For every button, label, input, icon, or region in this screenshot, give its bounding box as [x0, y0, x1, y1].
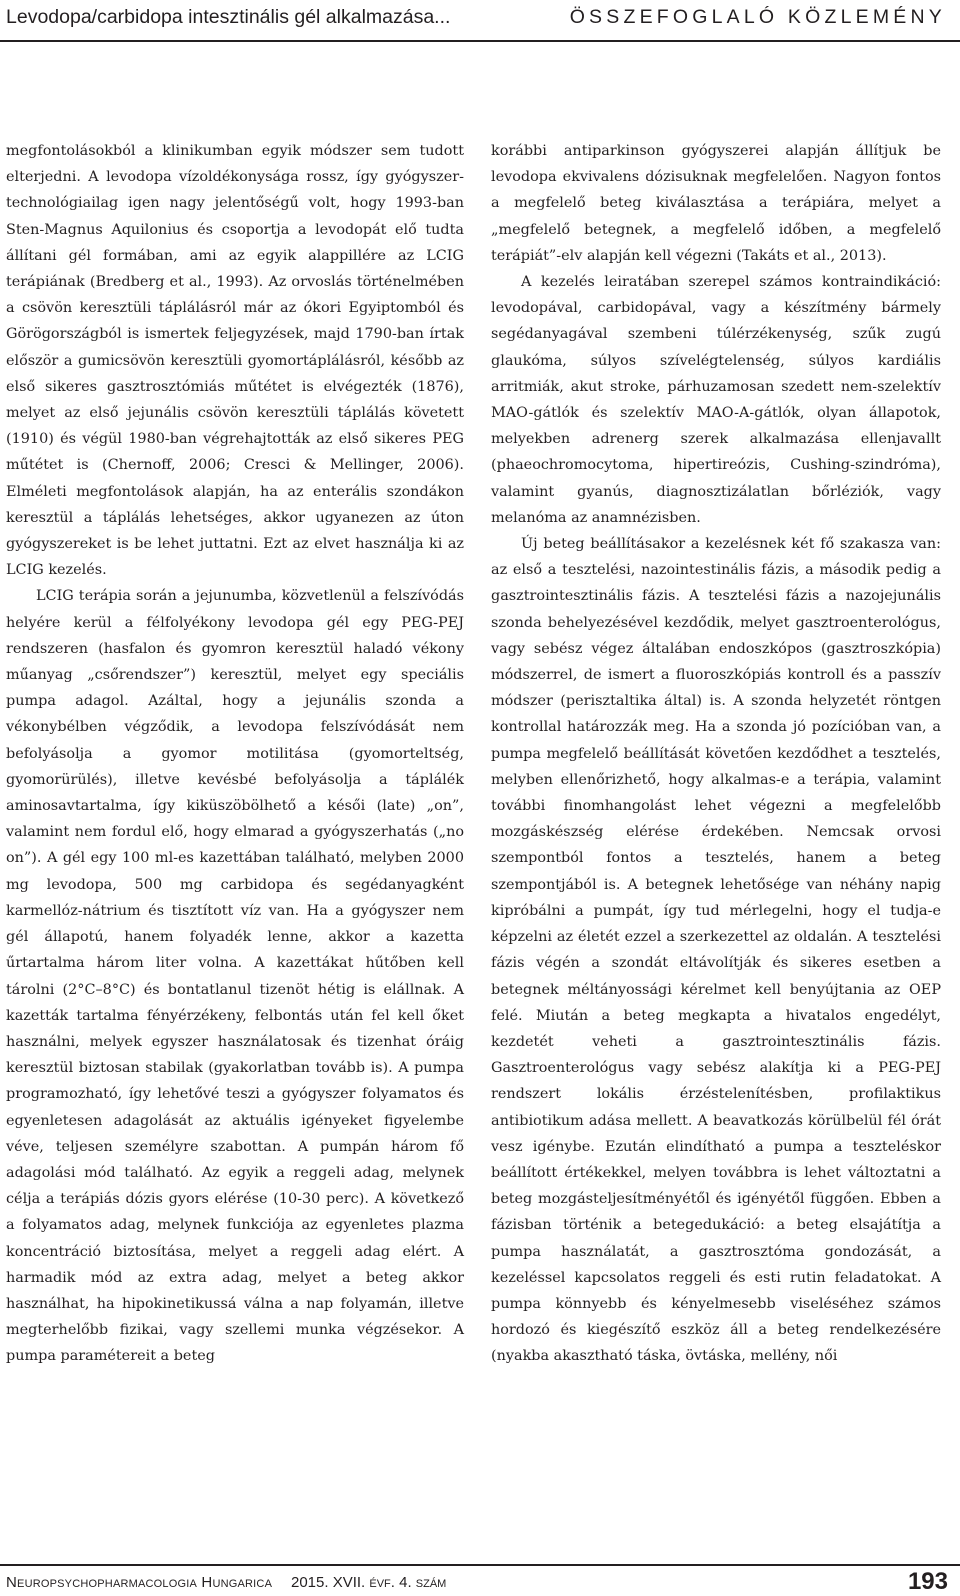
right-paragraph-2: A kezelés leiratában szerepel számos kontraindikáció: levodopával, carbidopával, vagy a készítmény bármely segédanyagával szembeni túlérzékenység, szűk zugú glaukóma, súlyos szívelégtelenség, súlyos kardiális arritmiák, akut stroke, párhuzamosan szedett nem-szelektív MAO-gátlók és szelektív MAO-A-gátlók, olyan állapotok, melyekben adrenerg szerek alkalmazása ellenjavallt (phaeochromocytoma, hipertireózis, Cushing-szindróma), valamint gyanús, diagnosztizálatlan bőrléziók, vagy melanóma az anamnézisben. — [491, 274, 941, 526]
page-number: 193 — [907, 1568, 948, 1595]
page-footer — [0, 1564, 960, 1594]
right-paragraph-3: Új beteg beállításakor a kezelésnek két fő szakasza van: az első a tesztelési, nazointestinális fázis, a második pedig a gasztrointesztinális fázis. A tesztelési fázis a nazojejunális szonda behelyezésével kezdődik, melyet gasztroenterológus, vagy sebész végez általában endoszkópos (gasztroszkópia) módszerrel, de ismert a fluoroszkópiás kontroll és a passzív módszer (perisztaltika által) is. A szonda helyzetét röntgen kontrollal határozzák meg. Ha a szonda jó pozícióban van, a pumpa megfelelő beállítását követően kezdődhet a tesztelés, melyben ellenőrizhető, hogy alkalmas-e a terápia, valamint további finomhangolást lehet végezni a megfelelőbb mozgáskészség elérése érdekében. Nemcsak orvosi szempontból fontos a tesztelés, hanem a beteg szempontjából is. A betegnek lehetősége van néhány napig kipróbálni a pumpát, így tud mérlegelni, hogy el tudja-e képzelni az életét ezzel a szerkezettel az oldalán. A tesztelési fázis végén a szondát eltávolítják és sikeres esetben a betegnek méltányossági kérelmet kell benyújtania az OEP felé. Miután a beteg megkapta a hivatalos engedélyt, kezdetét veheti a gasztrointesztinális fázis. Gasztroenterológus vagy sebész alakítja ki a PEG-PEJ rendszert lokális érzéstelenítésben, profilaktikus antibiotikum adása mellett. A beavatkozás körülbelül fél órát vesz igénybe. Ezután elindítható a pumpa a teszteléskor beállított értékekkel, melyen továbbra is lehet változtatni a beteg mozgásteljesítményétől és igényétől függően. Ebben a fázisban történik a betegedukáció: a beteg elsajátítja a pumpa használatát, a gasztrosztóma gondozását, a kezeléssel kapcsolatos reggeli és esti rutin feladatokat. A pumpa könnyebb és kényelmesebb viseléséhez számos hordozó és kiegészítő eszköz áll a beteg rendelkezésére (nyakba akasztható táska, övtáska, mellény, női — [491, 536, 941, 1365]
right-column — [491, 138, 941, 1370]
left-paragraph-2: LCIG terápia során a jejunumba, közvetlenül a felszívódás helyére kerül a félfolyékony levodopa gél egy PEG-PEJ rendszeren (hasfalon és gyomron keresztül haladó vékony műanyag „csőrendszer”) keresztül, melyet egy speciális pumpa adagol. Azáltal, hogy a jejunális szonda a vékonybélben végződik, a levodopa felszívódását nem befolyásolja a gyomor motilitása (gyomorteltség, gyomorürülés), illetve kevésbé befolyásolja a táplálék aminosavtartalma, így kiküszöbölhető a késői (late) „on”, valamint nem fordul elő, hogy elmarad a gyógyszerhatás („no on”). A gél egy 100 ml-es kazettában található, melyben 2000 mg levodopa, 500 mg carbidopa és segédanyagként karmellóz-nátrium és tisztított víz van. Ha a gyógyszer nem gél állapotú, hanem folyadék lenne, akkor a kazetta űrtartalma három liter volna. A kazettákat hűtőben kell tárolni (2°C–8°C) és bontatlanul tizenöt hétig is elállnak. A kazetták tartalma fényérzékeny, felbontás után fel kell őket használni, melyek egyszer használatosak és tizenhat óráig keresztül biztosan stabilak (gyakorlatban tovább is). A pumpa programozható, így lehetővé teszi a gyógyszer folyamatos és egyenletesen adagolását az aktuális igényeket figyelembe véve, teljesen személyre szabottan. A pumpán három fő adagolási mód található. Az egyik a reggeli adag, melynek célja a terápiás dózis gyors elérése (10-30 perc). A következő a folyamatos adag, melynek funkciója az egyenletes plazma koncentráció biztosítása, melyet a reggeli adag elért. A harmadik mód az extra adag, melyet a beteg akkor használhat, ha hipokinetikussá válna a nap folyamán, illetve megterhelőbb fizikai, vagy szellemi munka végzésekor. A pumpa paramétereit a beteg — [6, 588, 464, 1365]
section-label: ÖSSZEFOGLALÓ KÖZLEMÉNY — [569, 6, 946, 28]
footer-divider — [0, 1564, 960, 1566]
right-paragraph-1: korábbi antiparkinson gyógyszerei alapján állítjuk be levodopa ekvivalens dózisuknak megfelelően. Nagyon fontos a megfelelő beteg kiválasztása a terápiára, melyet a „megfelelő betegnek, a megfelelő időben, a megfelelő terápiát”-elv alapján kell végezni (Takáts et al., 2013). — [491, 143, 941, 264]
left-column — [6, 138, 464, 1370]
issue-info: 2015. XVII. évf. 4. szám — [291, 1574, 447, 1591]
running-title: Levodopa/carbidopa intesztinális gél alkalmazása... — [6, 6, 451, 28]
left-paragraph-1: megfontolásokból a klinikumban egyik módszer sem tudott elterjedni. A levodopa vízoldékonysága rossz, így gyógyszer-technológiailag igen nagy jelentőségű volt, hogy 1993-ban Sten-Magnus Aquilonius és csoportja a levodopát elő tudta állítani gél formában, ami az egyik alappillére az LCIG terápiának (Bredberg et al., 1993). Az orvoslás történelmében a csövön keresztüli táplálásról már az ókori Egyiptomból és Görögországból is ismertek feljegyzések, majd 1790-ban írtak először a gumicsövön keresztüli gyomortáplálásról, később az első sikeres gasztrosztómiás műtétet is elvégezték (1876), melyet az első jejunális csövön keresztüli táplálás követett (1910) és végül 1980-ban végrehajtották az első sikeres PEG műtétet is (Chernoff, 2006; Cresci & Mellinger, 2006). Elméleti megfontolások alapján, ha az enterális szondákon keresztül a táplálás lehetséges, akkor ugyanezen az úton gyógyszereket is be lehet juttatni. Ezt az elvet használja ki az LCIG kezelés. — [6, 143, 464, 579]
page-header — [0, 0, 960, 46]
header-divider — [0, 40, 960, 42]
journal-name: Neuropsychopharmacologia Hungarica — [6, 1574, 273, 1591]
